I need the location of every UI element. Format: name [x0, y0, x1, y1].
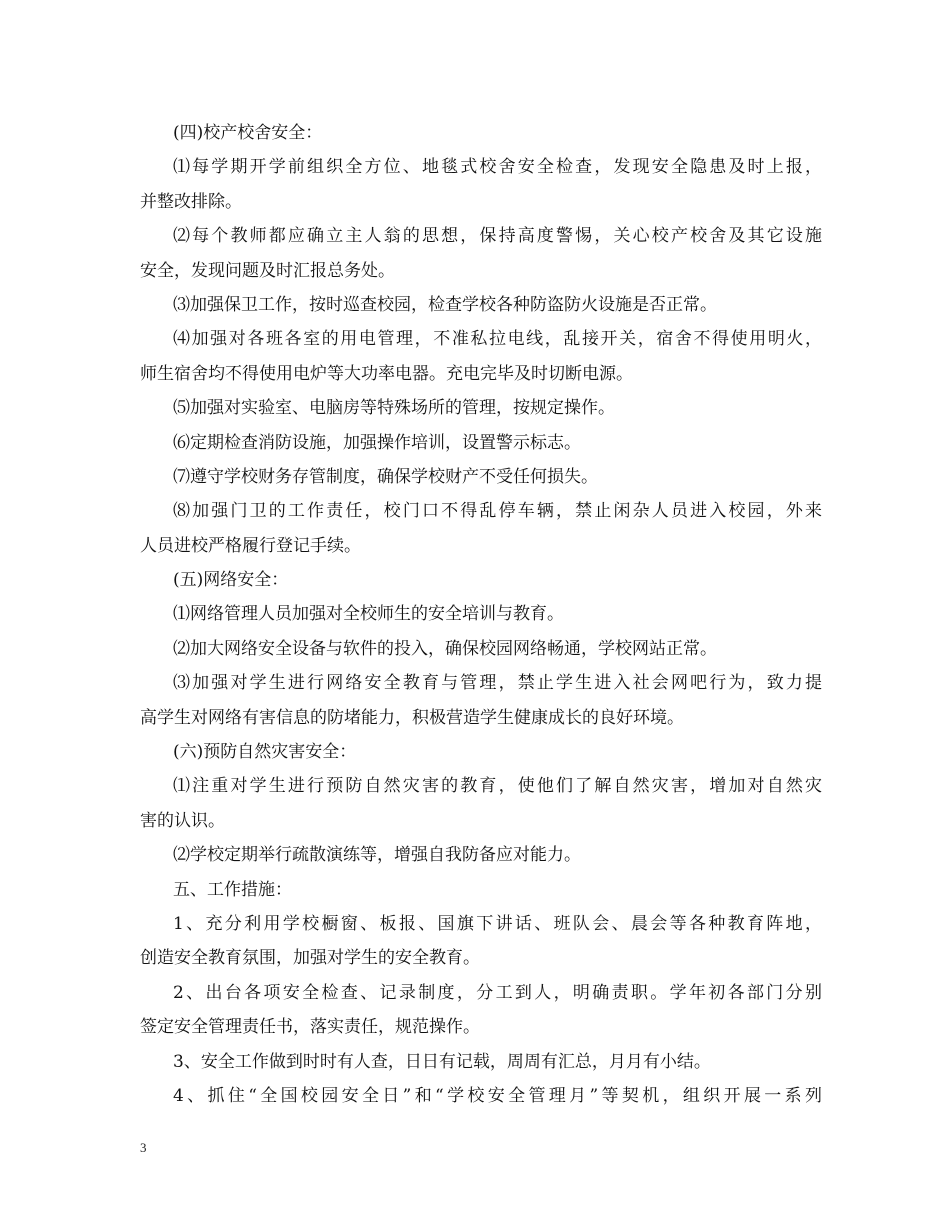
page-number: 3: [140, 1140, 147, 1155]
section-heading-campus-property: (四)校产校舍安全：: [173, 123, 323, 143]
paragraph-line: ⑴每学期开学前组织全方位、地毯式校舍安全检查，发现安全隐患及时上报，: [173, 157, 822, 178]
paragraph-line: ⑵每个教师都应确立主人翁的思想，保持高度警惕，关心校产校舍及其它设施: [173, 226, 822, 247]
paragraph-line: 高学生对网络有害信息的防堵能力，积极营造学生健康成长的良好环境。: [140, 707, 684, 728]
document-body: [140, 116, 822, 1113]
paragraph-line: ⑹定期检查消防设施，加强操作培训，设置警示标志。: [173, 432, 581, 453]
paragraph-line: ⑶加强保卫工作，按时巡查校园，检查学校各种防盗防火设施是否正常。: [173, 294, 717, 315]
paragraph-line: ⑴注重对学生进行预防自然灾害的教育，使他们了解自然灾害，增加对自然灾: [173, 776, 822, 797]
paragraph-line: 签定安全管理责任书，落实责任，规范操作。: [140, 1017, 480, 1038]
paragraph-line: 师生宿舍均不得使用电炉等大功率电器。充电完毕及时切断电源。: [140, 363, 633, 384]
paragraph-line: 创造安全教育氛围，加强对学生的安全教育。: [140, 948, 480, 969]
section-heading-natural-disaster: (六)预防自然灾害安全：: [173, 742, 357, 763]
paragraph-line: 安全，发现问题及时汇报总务处。: [140, 260, 395, 281]
paragraph-line: ⑶加强对学生进行网络安全教育与管理，禁止学生进入社会网吧行为，致力提: [173, 673, 822, 694]
section-heading-network-security: (五)网络安全：: [173, 570, 289, 591]
paragraph-line: ⑺遵守学校财务存管制度，确保学校财产不受任何损失。: [173, 466, 598, 487]
paragraph-line: ⑻加强门卫的工作责任，校门口不得乱停车辆，禁止闲杂人员进入校园，外来: [173, 501, 822, 522]
paragraph-line: ⑴网络管理人员加强对全校师生的安全培训与教育。: [173, 604, 564, 625]
paragraph-line: ⑸加强对实验室、电脑房等特殊场所的管理，按规定操作。: [173, 398, 615, 419]
paragraph-line: 人员进校严格履行登记手续。: [140, 535, 361, 556]
paragraph-line: ⑵学校定期举行疏散演练等，增强自我防备应对能力。: [173, 845, 581, 866]
section-heading-work-measures: 五、工作措施：: [173, 879, 292, 900]
paragraph-line: ⑵加大网络安全设备与软件的投入，确保校园网络畅通，学校网站正常。: [173, 638, 717, 659]
paragraph-line: 4、抓住“全国校园安全日”和“学校安全管理月”等契机，组织开展一系列: [173, 1085, 822, 1106]
paragraph-line: 1、充分利用学校橱窗、板报、国旗下讲话、班队会、晨会等各种教育阵地，: [173, 913, 822, 934]
paragraph-line: ⑷加强对各班各室的用电管理，不准私拉电线，乱接开关，宿舍不得使用明火，: [173, 329, 822, 350]
paragraph-line: 害的认识。: [140, 810, 225, 831]
paragraph-line: 3、安全工作做到时时有人查，日日有记载，周周有汇总，月月有小结。: [173, 1051, 711, 1072]
paragraph-line: 2、出台各项安全检查、记录制度，分工到人，明确责职。学年初各部门分别: [173, 982, 822, 1003]
paragraph-line: 并整改排除。: [140, 191, 242, 212]
